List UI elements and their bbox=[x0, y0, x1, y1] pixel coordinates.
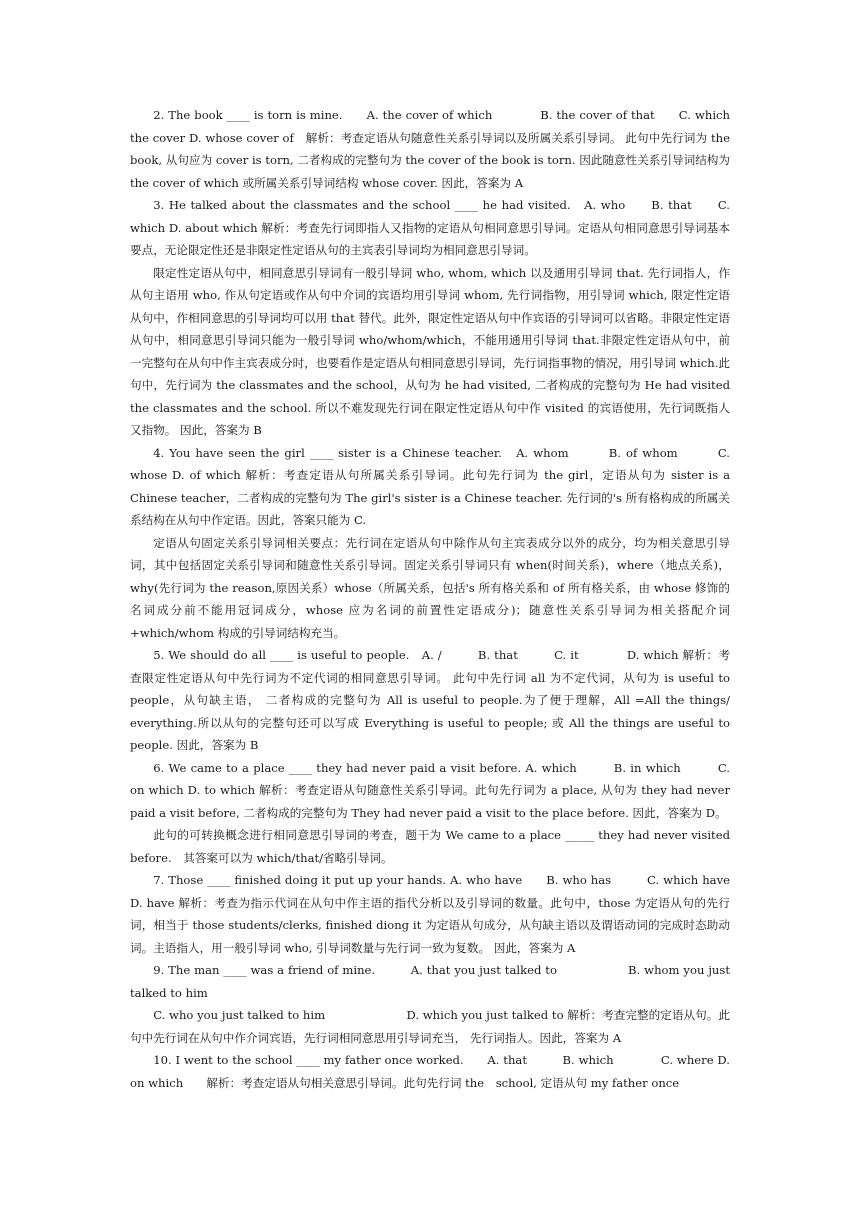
question-5: 5. We should do all ____ is useful to people. A. / B. that C. it D. which 解析：考查限定性定语从句中先行词为不定代词的相同意思引导词。 此句中先行词 all 为不定代词，从句为 is useful to people，从句缺主语， 二者构成的完整句为 All is useful to people.为了便于理解，All =All the things/ everything.所以从句的完整句还可以写成 Everything is useful to people; 或 All the things are useful to people. 因此，答案为 B bbox=[130, 648, 730, 752]
question-4: 4. You have seen the girl ____ sister is a Chinese teacher. A. whom B. of whom C. whose D. of which 解析：考查定语从句所属关系引导词。此句先行词为 the girl，定语从句为 sister is a Chinese teacher，二者构成的完整句为 The girl's sister is a Chinese teacher. 先行词的's 所有格构成的所属关系结构在从句中作定语。因此，答案只能为 C. bbox=[130, 445, 730, 527]
explanation-fixed-relative-words: 定语从句固定关系引导词相关要点：先行词在定语从句中除作从句主宾表成分以外的成分，均为相关意思引导词，其中包括固定关系引导词和随意性关系引导词。固定关系引导词只有 when(时间关系)，where（地点关系)，why(先行词为 the reason,原因关系）whose（所属关系，包括's 所有格关系和 of 所有格关系，由 whose 修饰的名词成分前不能用冠词成分，whose 应为名词的前置性定语成分)；随意性关系引导词为相关搭配介词+which/whom 构成的引导词结构充当。 bbox=[130, 535, 730, 640]
question-6-variant: 此句的可转换概念进行相同意思引导词的考查，题干为 We came to a place _____ they had never visited before. 其答案可以为 which/that/省略引导词。 bbox=[130, 828, 730, 865]
question-2: 2. The book ____ is torn is mine. A. the cover of which B. the cover of that C. which the cover D. whose cover of 解析：考查定语从句随意性关系引导词以及所属关系引导词。 此句中先行词为 the book, 从句应为 cover is torn, 二者构成的完整句为 the cover of the book is torn. 因此随意性关系引导词结构为 the cover of which 或所属关系引导词结构 whose cover. 因此，答案为 A bbox=[130, 108, 730, 190]
explanation-restrictive-clause: 限定性定语从句中，相同意思引导词有一般引导词 who, whom, which 以及通用引导词 that. 先行词指人，作从句主语用 who, 作从句定语或作从句中介词的宾语均用引导词 whom, 先行词指物，用引导词 which, 限定性定语从句中，作相同意思的引导词均可以用 that 替代。此外，限定性定语从句中作宾语的引导词可以省略。非限定性定语从句中，相同意思引导词只能为一般引导词 who/whom/which，不能用通用引导词 that.非限定性定语从句中，前一完整句在从句中作主宾表成分时，也要看作是定语从句相同意思引导词，先行词指事物的情况，用引导词 which.此句中，先行词为 the classmates and the school，从句为 he had visited, 二者构成的完整句为 He had visited the classmates and the school. 所以不难发现先行词在限定性定语从句中作 visited 的宾语使用，先行词既指人又指物。 因此，答案为 B bbox=[130, 265, 730, 437]
question-6: 6. We came to a place ____ they had never paid a visit before. A. which B. in which C. on which D. to which 解析：考查定语从句随意性关系引导词。此句先行词为 a place, 从句为 they had never paid a visit before, 二者构成的完整句为 They had never paid a visit to the place before. 因此，答案为 D。 bbox=[130, 760, 730, 820]
question-9: 9. The man ____ was a friend of mine. A. that you just talked to B. whom you just talked to him bbox=[130, 963, 730, 1000]
document-page bbox=[130, 104, 777, 1094]
question-3: 3. He talked about the classmates and the school ____ he had visited. A. who B. that C. which D. about which 解析：考查先行词即指人又指物的定语从句相同意思引导词。定语从句相同意思引导词基本要点，无论限定性还是非限定性定语从句的主宾表引导词均为相同意思引导词。 bbox=[130, 198, 730, 257]
question-10: 10. I went to the school ____ my father once worked. A. that B. which C. where D. on which 解析：考查定语从句相关意思引导词。此句先行词 the school, 定语从句 my father once bbox=[130, 1053, 730, 1090]
question-9-options: C. who you just talked to him D. which you just talked to 解析：考查完整的定语从句。此句中先行词在从句中作介词宾语，先行词相同意思用引导词充当， 先行词指人。因此，答案为 A bbox=[130, 1008, 730, 1045]
question-7: 7. Those ____ finished doing it put up your hands. A. who have B. who has C. which have D. have 解析：考查为指示代词在从句中作主语的指代分析以及引导词的数量。此句中，those 为定语从句的先行词，相当于 those students/clerks, finished diong it 为定语从句成分，从句缺主语以及谓语动词的完成时态助动词。主语指人，用一般引导词 who, 引导词数量与先行词一致为复数。 因此，答案为 A bbox=[130, 873, 777, 955]
